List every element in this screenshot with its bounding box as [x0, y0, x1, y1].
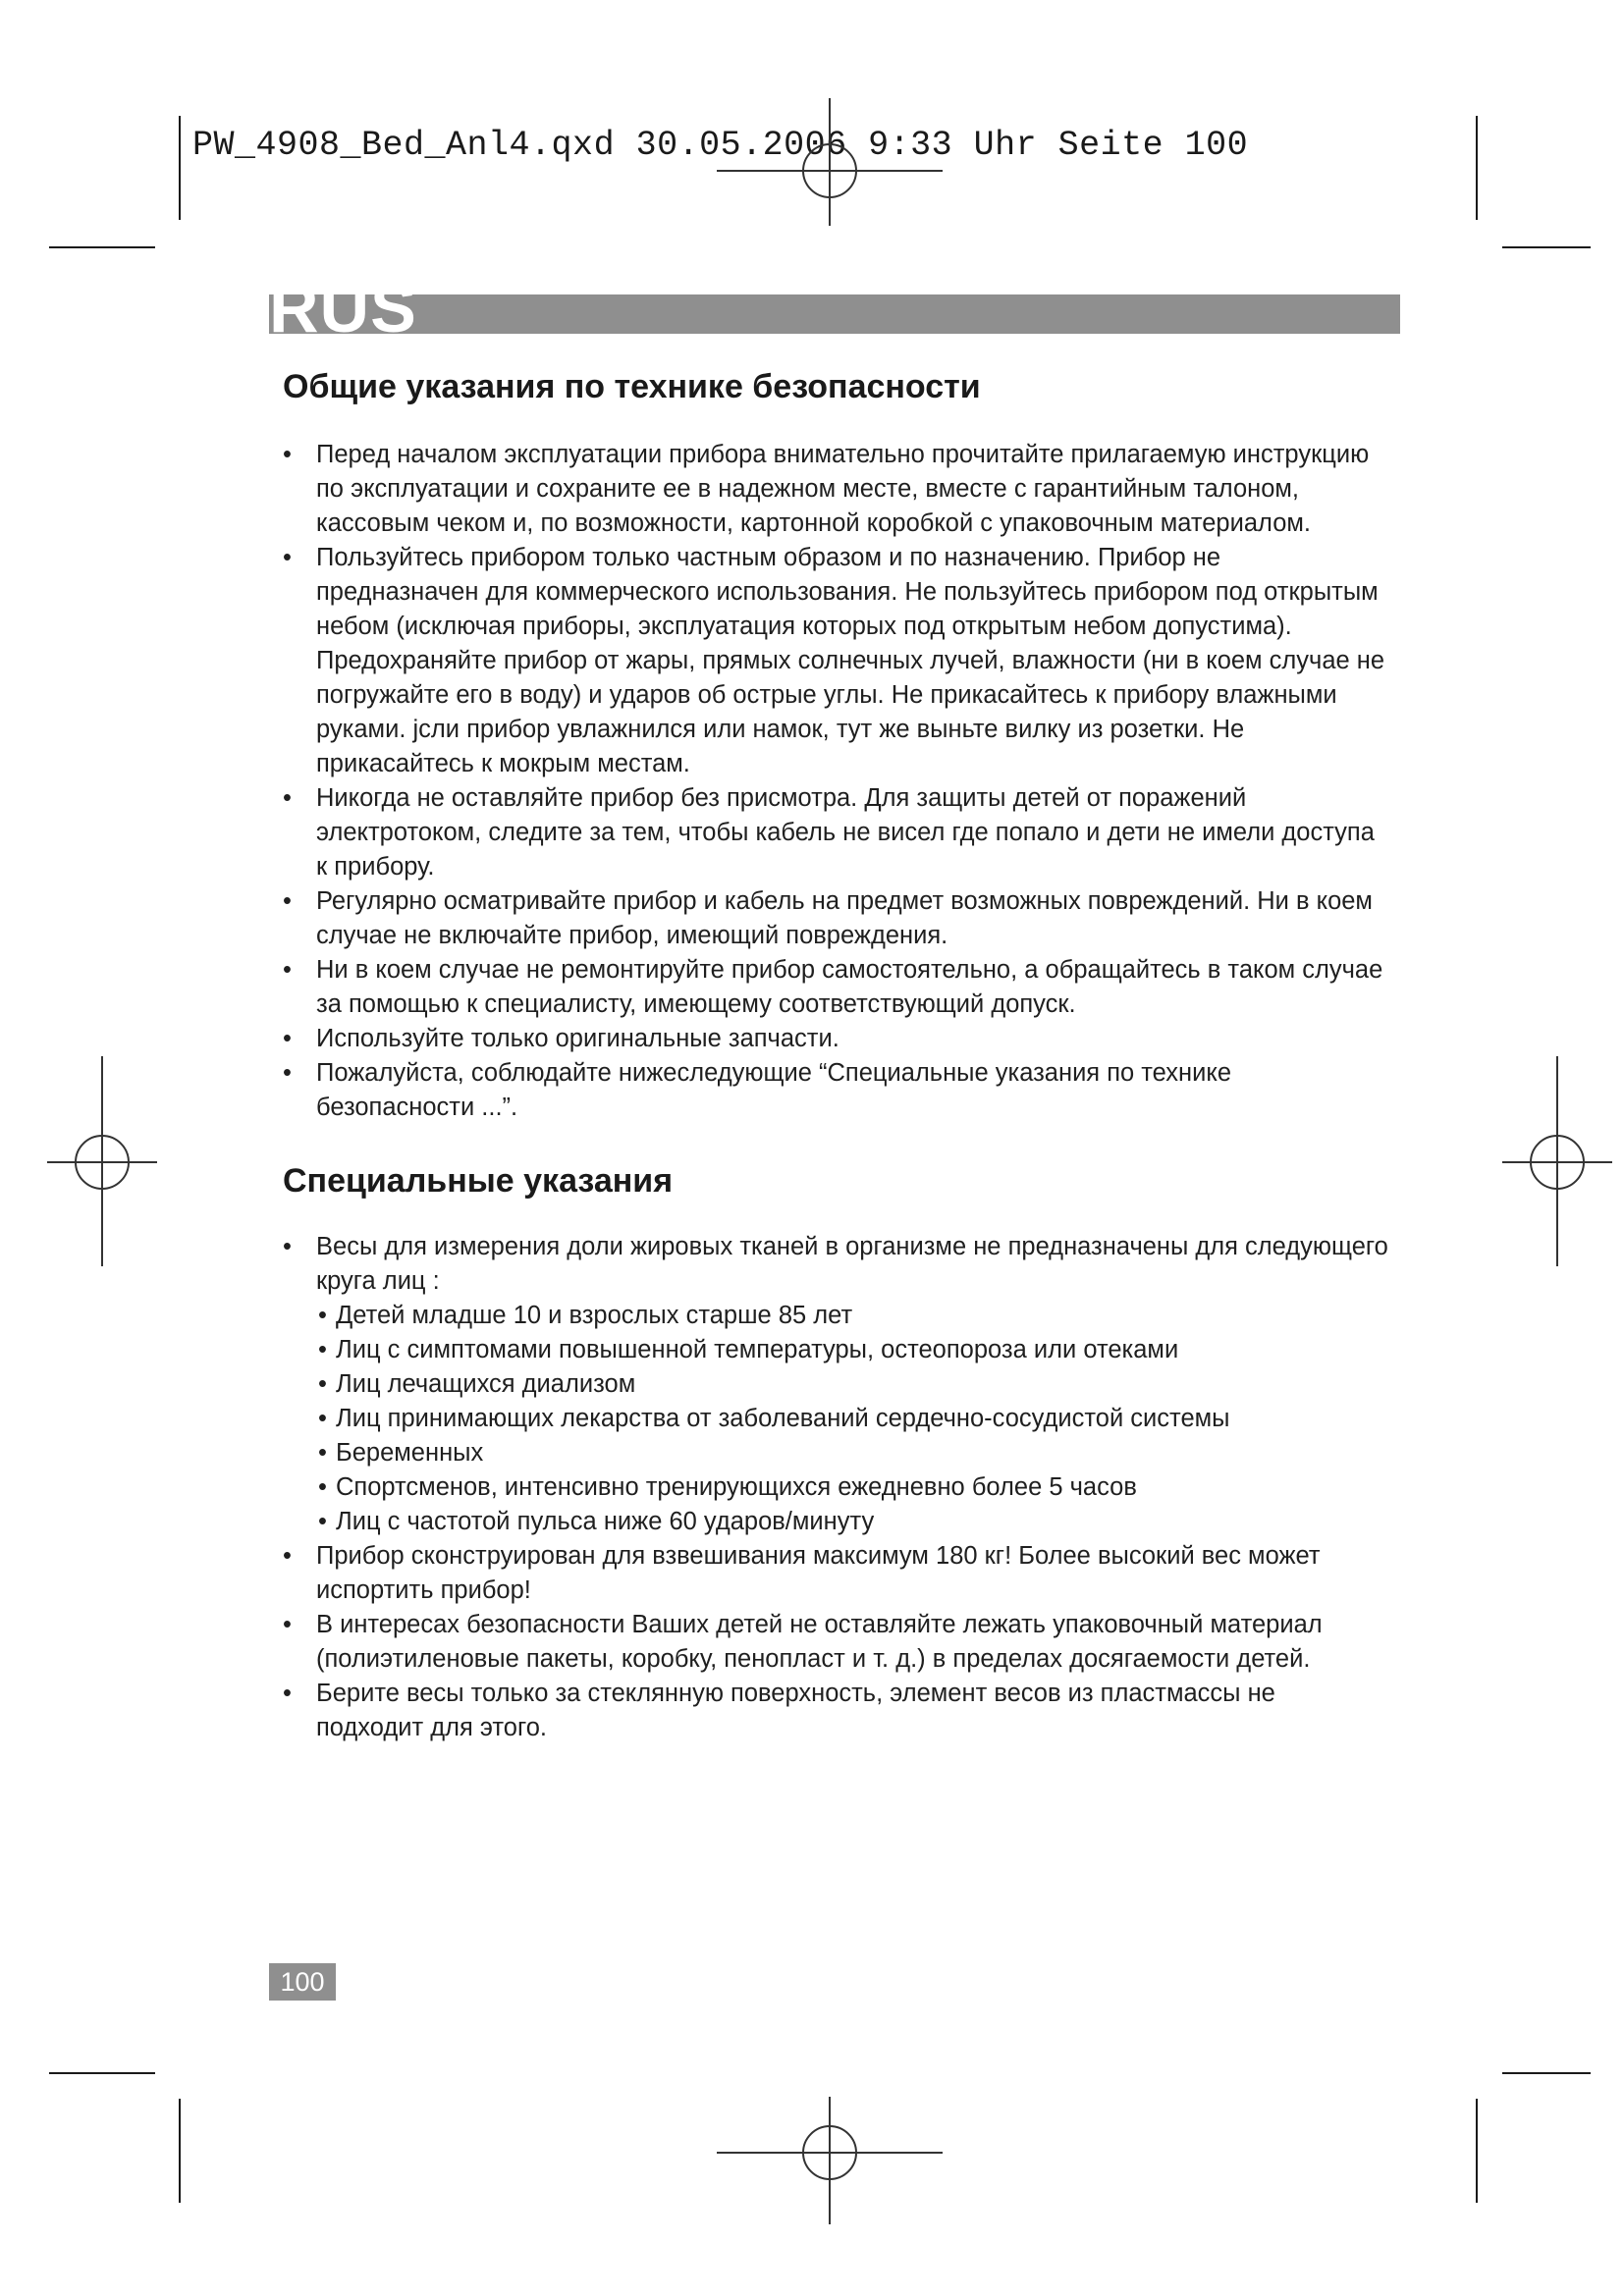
- crop-mark-top-right-vertical: [1476, 116, 1478, 220]
- crop-mark-bottom-left-horizontal: [49, 2072, 155, 2074]
- sub-list-item: • Лиц принимающих лекарства от заболеваний сердечно-сосудистой системы: [318, 1402, 1388, 1436]
- list-item: • Ни в коем случае не ремонтируйте прибор самостоятельно, а обращайтесь в таком случае за помощью к специалисту, имеющему соответствующий допуск.: [283, 953, 1388, 1022]
- list-item: • Пожалуйста, соблюдайте нижеследующие “Специальные указания по технике безопасности ...”.: [283, 1056, 1388, 1125]
- page-number: 100: [269, 1963, 336, 2001]
- print-slug: PW_4908_Bed_Anl4.qxd 30.05.2006 9:33 Uhr Seite 100: [192, 126, 1249, 165]
- registration-mark-right: [1502, 1056, 1612, 1266]
- section-title-special-notes: Специальные указания: [283, 1162, 674, 1200]
- main-content: [283, 365, 1388, 1745]
- sub-list-item: • Лиц с частотой пульса ниже 60 ударов/минуту: [318, 1505, 1388, 1539]
- list-item: • В интересах безопасности Ваших детей не оставляйте лежать упаковочный материал (полиэтиленовые пакеты, коробку, пенопласт и т. д.) в пределах досягаемости детей.: [283, 1608, 1388, 1677]
- crop-mark-top-right-horizontal: [1502, 246, 1591, 248]
- registration-mark-left: [47, 1056, 157, 1266]
- sub-list-item: • Лиц лечащихся диализом: [318, 1367, 1388, 1402]
- sub-list-item: • Лиц с симптомами повышенной температуры, остеопороза или отеками: [318, 1333, 1388, 1367]
- registration-mark-bottom: [717, 2097, 943, 2224]
- general-safety-list: [283, 438, 1388, 1125]
- language-header-bar: [269, 294, 1400, 334]
- list-item: • Перед началом эксплуатации прибора внимательно прочитайте прилагаемую инструкцию по эксплуатации и сохраните ее в надежном месте, вместе с гарантийным талоном, кассовым чеком и, по возможности, картонной коробкой с упаковочным материалом.: [283, 438, 1388, 541]
- list-item: • Весы для измерения доли жировых тканей в организме не предназначены для следующего круга лиц : • Детей младше 10 и взрослых старше 85 лет • Лиц с симптомами повышенной температуры, остеопороза или отеками • Лиц лечащихся диализом • Лиц принимающих лекарства от заболеваний сердечно-сосудистой системы • Беременных • Спортсменов, интенсивно тренирующихся ежедневно более 5 часов • Лиц с частотой пульса ниже 60 ударов/минуту: [283, 1230, 1388, 1539]
- list-item: • Регулярно осматривайте прибор и кабель на предмет возможных повреждений. Ни в коем случае не включайте прибор, имеющий повреждения.: [283, 884, 1388, 953]
- registration-mark-top: [717, 98, 943, 226]
- crop-mark-bottom-left-vertical: [179, 2099, 181, 2203]
- excluded-persons-list: [300, 1299, 1388, 1539]
- sub-list-item: • Детей младше 10 и взрослых старше 85 лет: [318, 1299, 1388, 1333]
- list-item: • Никогда не оставляйте прибор без присмотра. Для защиты детей от поражений электротоком, следите за тем, чтобы кабель не висел где попало и дети не имели доступа к прибору.: [283, 781, 1388, 884]
- crop-mark-top-left-horizontal: [49, 246, 155, 248]
- crop-mark-bottom-right-horizontal: [1502, 2072, 1591, 2074]
- sub-list-item: • Спортсменов, интенсивно тренирующихся ежедневно более 5 часов: [318, 1470, 1388, 1505]
- language-label: RUS: [269, 279, 417, 338]
- list-item: • Прибор сконструирован для взвешивания максимум 180 кг! Более высокий вес может испортить прибор!: [283, 1539, 1388, 1608]
- list-item: • Используйте только оригинальные запчасти.: [283, 1022, 1388, 1056]
- section-title-general-safety: Общие указания по технике безопасности: [283, 368, 981, 405]
- list-item: • Пользуйтесь прибором только частным образом и по назначению. Прибор не предназначен для коммерческого использования. Не пользуйтесь прибором под открытым небом (исключая приборы, эксплуатация которых под открытым небом допустима). Предохраняйте прибор от жары, прямых солнечных лучей, влажности (ни в коем случае не погружайте его в воду) и ударов об острые углы. Не прикасайтесь к прибору влажными руками. јсли прибор увлажнился или намок, тут же выньте вилку из розетки. Не прикасайтесь к мокрым местам.: [283, 541, 1388, 781]
- list-item: • Берите весы только за стеклянную поверхность, элемент весов из пластмассы не подходит для этого.: [283, 1677, 1388, 1745]
- sub-list-item: • Беременных: [318, 1436, 1388, 1470]
- crop-mark-top-left-vertical: [179, 116, 181, 220]
- crop-mark-bottom-right-vertical: [1476, 2099, 1478, 2203]
- special-notes-list: [283, 1230, 1388, 1745]
